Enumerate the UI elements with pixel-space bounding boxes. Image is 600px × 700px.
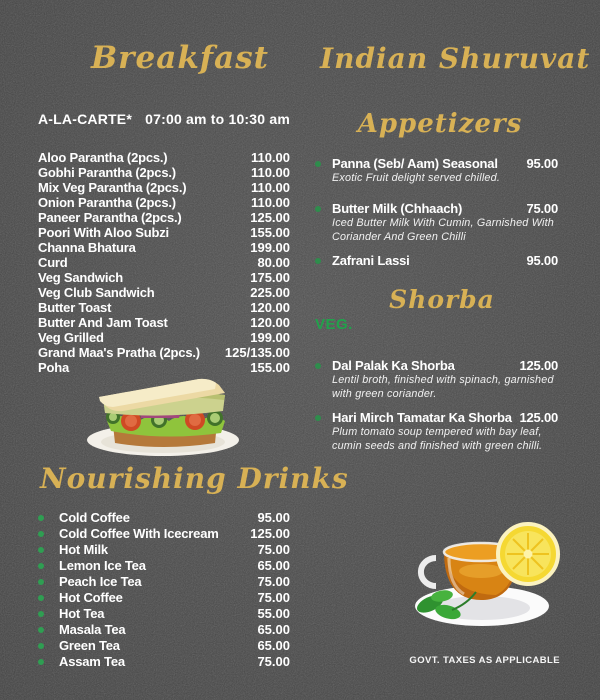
menu-item	[315, 410, 558, 453]
item-price: 75.00	[257, 574, 290, 589]
bullet-dot-icon	[38, 627, 44, 633]
item-name: Poha	[38, 360, 69, 375]
item-price: 125.00	[519, 358, 558, 373]
sandwich-image	[83, 363, 247, 463]
item-price: 110.00	[250, 195, 290, 210]
item-price: 75.00	[257, 590, 290, 605]
item-price: 55.00	[257, 606, 290, 621]
bullet-dot-icon	[38, 531, 44, 537]
item-name: Veg Sandwich	[38, 270, 124, 285]
breakfast-timing: 07:00 am to 10:30 am	[145, 111, 290, 127]
item-name: Cold Coffee	[59, 510, 130, 525]
menu-item-row	[38, 225, 290, 240]
item-name: Peach Ice Tea	[59, 574, 142, 589]
item-name: Gobhi Parantha (2pcs.)	[38, 165, 176, 180]
item-name: Masala Tea	[59, 622, 126, 637]
tax-note: GOVT. TAXES AS APPLICABLE	[409, 655, 560, 666]
item-name: Mix Veg Parantha (2pcs.)	[38, 180, 187, 195]
menu-item-row	[38, 210, 290, 225]
item-name: Hot Tea	[59, 606, 105, 621]
item-name: Veg Grilled	[38, 330, 104, 345]
menu-item	[315, 358, 558, 401]
drinks-heading: Nourishing Drinks	[40, 462, 349, 495]
menu-item-row	[38, 590, 290, 606]
menu-item-row	[38, 542, 290, 558]
breakfast-heading: Breakfast	[90, 40, 270, 76]
item-price: 125/135.00	[224, 345, 290, 360]
menu-item-row	[38, 165, 290, 180]
item-name: Curd	[38, 255, 68, 270]
item-name: Grand Maa's Pratha (2pcs.)	[38, 345, 200, 360]
item-price: 225.00	[250, 285, 290, 300]
item-price: 80.00	[257, 255, 290, 270]
drinks-list	[38, 510, 290, 670]
a-la-carte-row	[38, 111, 290, 127]
bullet-dot-icon	[315, 363, 321, 369]
item-price: 199.00	[250, 330, 290, 345]
item-name: Assam Tea	[59, 654, 125, 669]
menu-item-row	[38, 180, 290, 195]
menu-item-row	[38, 345, 290, 360]
item-name: Hot Milk	[59, 542, 108, 557]
item-price: 155.00	[250, 360, 290, 375]
menu-item-row	[38, 285, 290, 300]
menu-item	[315, 253, 558, 268]
item-price: 75.00	[257, 654, 290, 669]
item-price: 120.00	[250, 300, 290, 315]
menu-item-row	[38, 330, 290, 345]
item-name: Paneer Parantha (2pcs.)	[38, 210, 182, 225]
bullet-dot-icon	[38, 595, 44, 601]
item-price: 110.00	[250, 180, 290, 195]
item-name: Veg Club Sandwich	[38, 285, 155, 300]
item-name: Panna (Seb/ Aam) Seasonal	[332, 156, 498, 171]
bullet-dot-icon	[315, 258, 321, 264]
appetizers-heading: Appetizers	[357, 109, 523, 139]
menu-item	[315, 201, 558, 244]
item-price: 65.00	[257, 622, 290, 637]
menu-item-row	[38, 255, 290, 270]
item-name: Green Tea	[59, 638, 120, 653]
item-price: 125.00	[250, 210, 290, 225]
item-price: 125.00	[250, 526, 290, 541]
menu-item-row	[38, 558, 290, 574]
item-price: 110.00	[250, 165, 290, 180]
menu-item-row	[38, 574, 290, 590]
bullet-dot-icon	[315, 161, 321, 167]
bullet-dot-icon	[38, 643, 44, 649]
item-price: 95.00	[526, 156, 558, 171]
bullet-dot-icon	[38, 515, 44, 521]
menu-item-row	[38, 622, 290, 638]
item-name: Aloo Parantha (2pcs.)	[38, 150, 168, 165]
item-price: 95.00	[257, 510, 290, 525]
item-price: 120.00	[250, 315, 290, 330]
menu-item-row	[38, 195, 290, 210]
menu-item-row	[38, 526, 290, 542]
item-name: Onion Parantha (2pcs.)	[38, 195, 176, 210]
bullet-dot-icon	[38, 579, 44, 585]
item-price: 110.00	[250, 150, 290, 165]
menu-item-row	[38, 360, 290, 375]
menu-item-row	[38, 510, 290, 526]
item-price: 65.00	[257, 638, 290, 653]
tea-cup-image	[392, 514, 564, 632]
item-price: 95.00	[526, 253, 558, 268]
bullet-dot-icon	[38, 563, 44, 569]
item-name: Cold Coffee With Icecream	[59, 526, 219, 541]
menu-item-row	[38, 270, 290, 285]
item-name: Lemon Ice Tea	[59, 558, 146, 573]
item-name: Butter Toast	[38, 300, 112, 315]
menu-item-row	[38, 300, 290, 315]
item-description: Iced Butter Milk With Cumin, Garnished With Coriander And Green Chilli	[332, 217, 555, 243]
item-price: 75.00	[526, 201, 558, 216]
item-price: 199.00	[250, 240, 290, 255]
item-name: Butter And Jam Toast	[38, 315, 168, 330]
menu-item-row	[38, 606, 290, 622]
breakfast-list	[38, 150, 290, 375]
item-name: Dal Palak Ka Shorba	[332, 358, 455, 373]
menu-item-row	[38, 654, 290, 670]
item-name: Zafrani Lassi	[332, 253, 410, 268]
menu-item-row	[38, 638, 290, 654]
item-price: 125.00	[519, 410, 558, 425]
item-name: Channa Bhatura	[38, 240, 136, 255]
bullet-dot-icon	[315, 415, 321, 421]
item-name: Hari Mirch Tamatar Ka Shorba	[332, 410, 512, 425]
item-description: Lentil broth, finished with spinach, garnished with green coriander.	[332, 374, 554, 400]
item-name: Butter Milk (Chhaach)	[332, 201, 463, 216]
bullet-dot-icon	[38, 611, 44, 617]
item-name: Hot Coffee	[59, 590, 123, 605]
item-name: Poori With Aloo Subzi	[38, 225, 169, 240]
bullet-dot-icon	[315, 206, 321, 212]
veg-label: VEG.	[315, 316, 353, 333]
item-description: Exotic Fruit delight served chilled.	[332, 172, 501, 184]
item-price: 75.00	[257, 542, 290, 557]
indian-shuruvat-heading: Indian Shuruvat	[320, 42, 591, 75]
menu-item	[315, 156, 558, 186]
bullet-dot-icon	[38, 547, 44, 553]
shorba-heading: Shorba	[389, 285, 495, 314]
item-price: 155.00	[250, 225, 290, 240]
menu-item-row	[38, 240, 290, 255]
a-la-carte-label: A-LA-CARTE*	[38, 111, 132, 127]
menu-item-row	[38, 315, 290, 330]
item-description: Plum tomato soup tempered with bay leaf, cumin seeds and finished with green chilli.	[332, 426, 543, 452]
menu-item-row	[38, 150, 290, 165]
item-price: 175.00	[250, 270, 290, 285]
bullet-dot-icon	[38, 659, 44, 665]
item-price: 65.00	[257, 558, 290, 573]
